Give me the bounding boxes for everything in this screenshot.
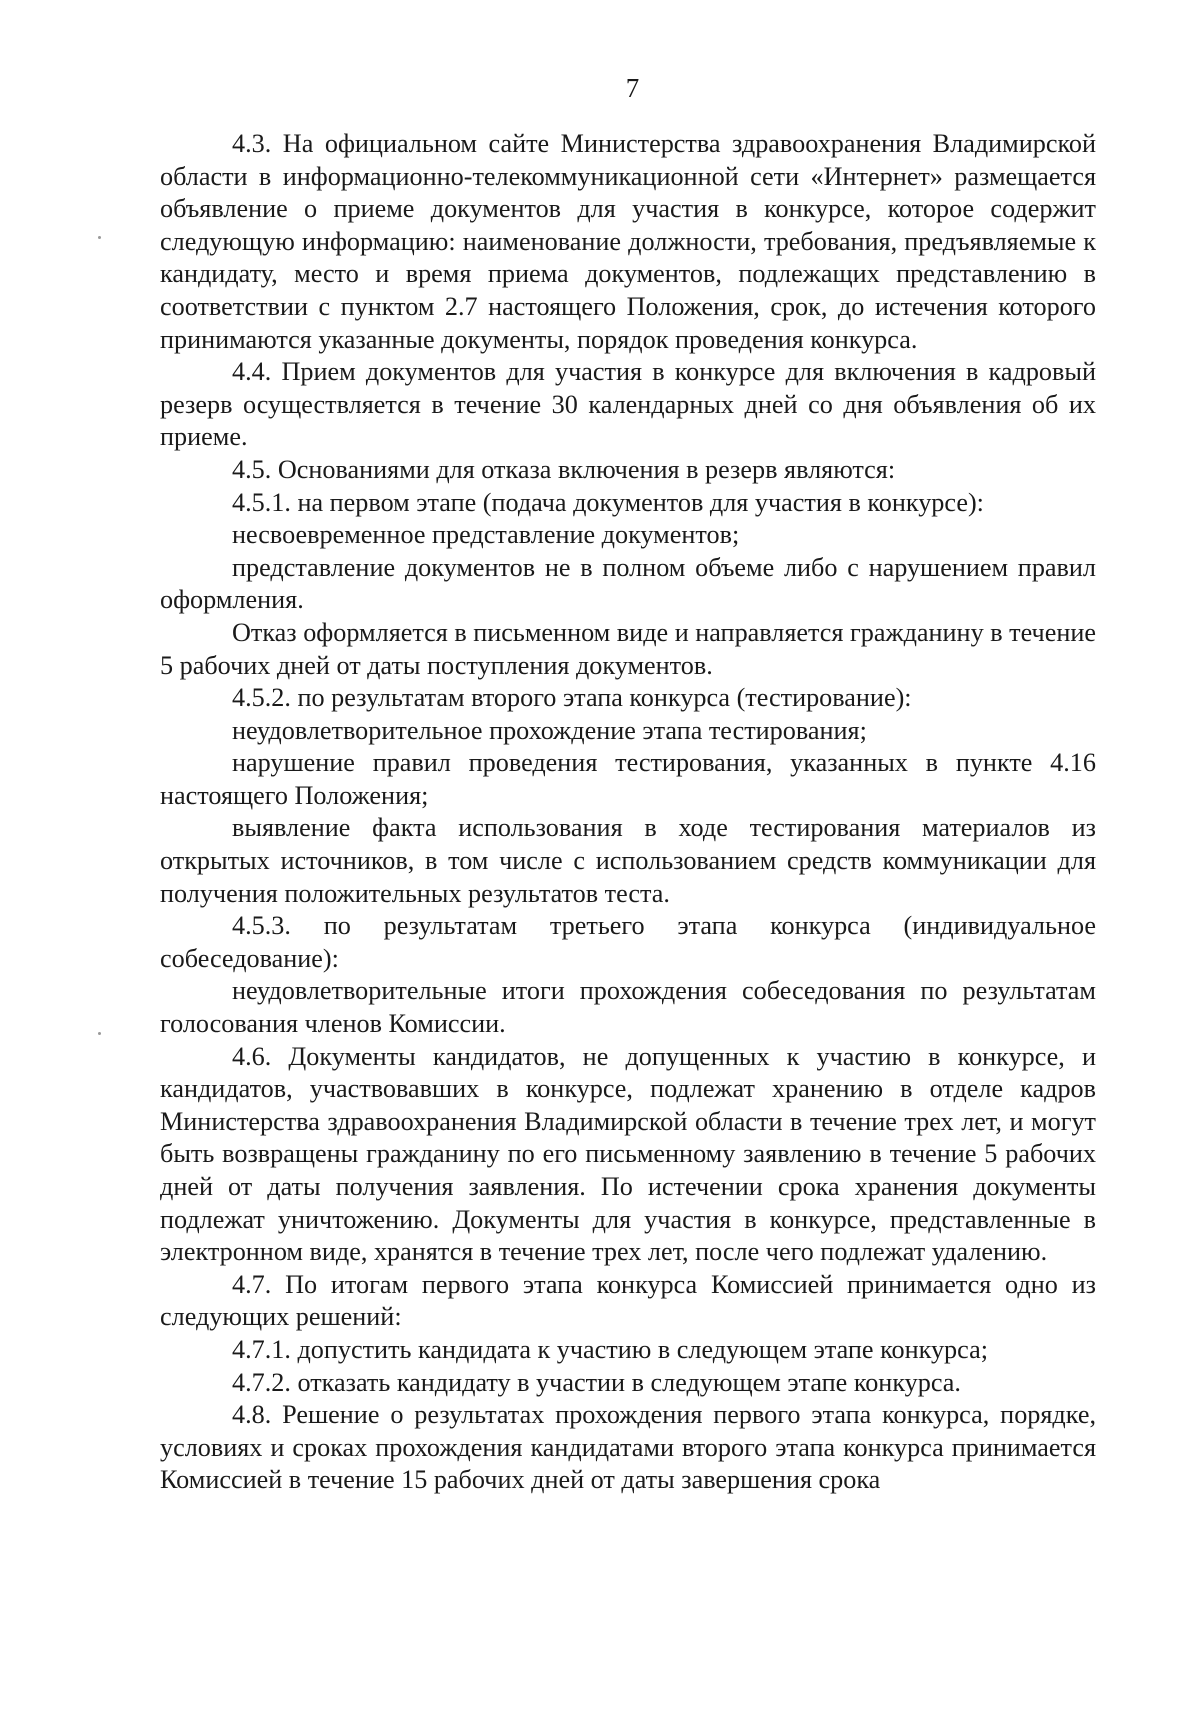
paragraph-4-5: 4.5. Основаниями для отказа включения в резерв являются: <box>232 454 896 484</box>
paragraph-refusal-notice: Отказ оформляется в письменном виде и направляется гражданину в течение 5 рабочих дней от даты поступления документов. <box>160 617 1096 680</box>
paragraph-4-8: 4.8. Решение о результатах прохождения первого этапа конкурса, порядке, условиях и сроках прохождения кандидатами второго этапа конкурса принимается Комиссией в течение 15 рабочих дней от даты завершения срока <box>160 1400 1096 1495</box>
list-item-test-rules-violation: нарушение правил проведения тестирования, указанных в пункте 4.16 настоящего Положения; <box>160 748 1096 810</box>
paragraph-4-5-2: 4.5.2. по результатам второго этапа конкурса (тестирование): <box>232 683 912 713</box>
paragraph-4-7-1: 4.7.1. допустить кандидата к участию в следующем этапе конкурса; <box>232 1334 988 1364</box>
page-number: 7 <box>625 73 640 103</box>
list-item-incomplete-documents: представление документов не в полном объеме либо с нарушением правил оформления. <box>160 552 1096 615</box>
list-item-open-sources-use: выявление факта использования в ходе тестирования материалов из открытых источников, в том числе с использованием средств коммуникации для получения положительных результатов теста. <box>160 813 1096 908</box>
paragraph-4-3: 4.3. На официальном сайте Министерства здравоохранения Владимирской области в информационно-телекоммуникационной сети «Интернет» размещается объявление о приеме документов для участия в конкурсе, которое содержит следующую информацию: наименование должности, требования, предъявляемые к кандидату, место и время приема документов, подлежащих представлению в соответствии с пунктом 2.7 настоящего Положения, срок, до истечения которого принимаются указанные документы, порядок проведения конкурса. <box>160 129 1096 354</box>
paragraph-4-7-2: 4.7.2. отказать кандидату в участии в следующем этапе конкурса. <box>232 1367 961 1397</box>
scan-artifact-dot <box>98 1032 101 1035</box>
list-item-untimely-submission: несвоевременное представление документов; <box>232 520 740 550</box>
paragraph-4-5-3: 4.5.3. по результатам третьего этапа конкурса (индивидуальное собеседование): <box>160 911 1096 973</box>
paragraph-4-4: 4.4. Прием документов для участия в конкурсе для включения в кадровый резерв осуществляется в течение 30 календарных дней со дня объявления об их приеме. <box>160 357 1096 452</box>
list-item-unsatisfactory-test: неудовлетворительное прохождение этапа тестирования; <box>232 715 867 745</box>
document-body <box>160 128 1096 1497</box>
list-item-unsatisfactory-interview: неудовлетворительные итоги прохождения собеседования по результатам голосования членов Комиссии. <box>160 976 1096 1039</box>
paragraph-4-7: 4.7. По итогам первого этапа конкурса Комиссией принимается одно из следующих решений: <box>160 1269 1096 1332</box>
paragraph-4-6: 4.6. Документы кандидатов, не допущенных к участию в конкурсе, и кандидатов, участвовавших в конкурсе, подлежат хранению в отделе кадров Министерства здравоохранения Владимирской области в течение трех лет, и могут быть возвращены гражданину по его письменному заявлению в течение 5 рабочих дней от даты получения заявления. По истечении срока хранения документы подлежат уничтожению. Документы для участия в конкурсе, представленные в электронном виде, хранятся в течение трех лет, после чего подлежат удалению. <box>160 1041 1096 1267</box>
scan-artifact-dot <box>98 236 101 239</box>
paragraph-4-5-1: 4.5.1. на первом этапе (подача документов для участия в конкурсе): <box>232 487 984 517</box>
